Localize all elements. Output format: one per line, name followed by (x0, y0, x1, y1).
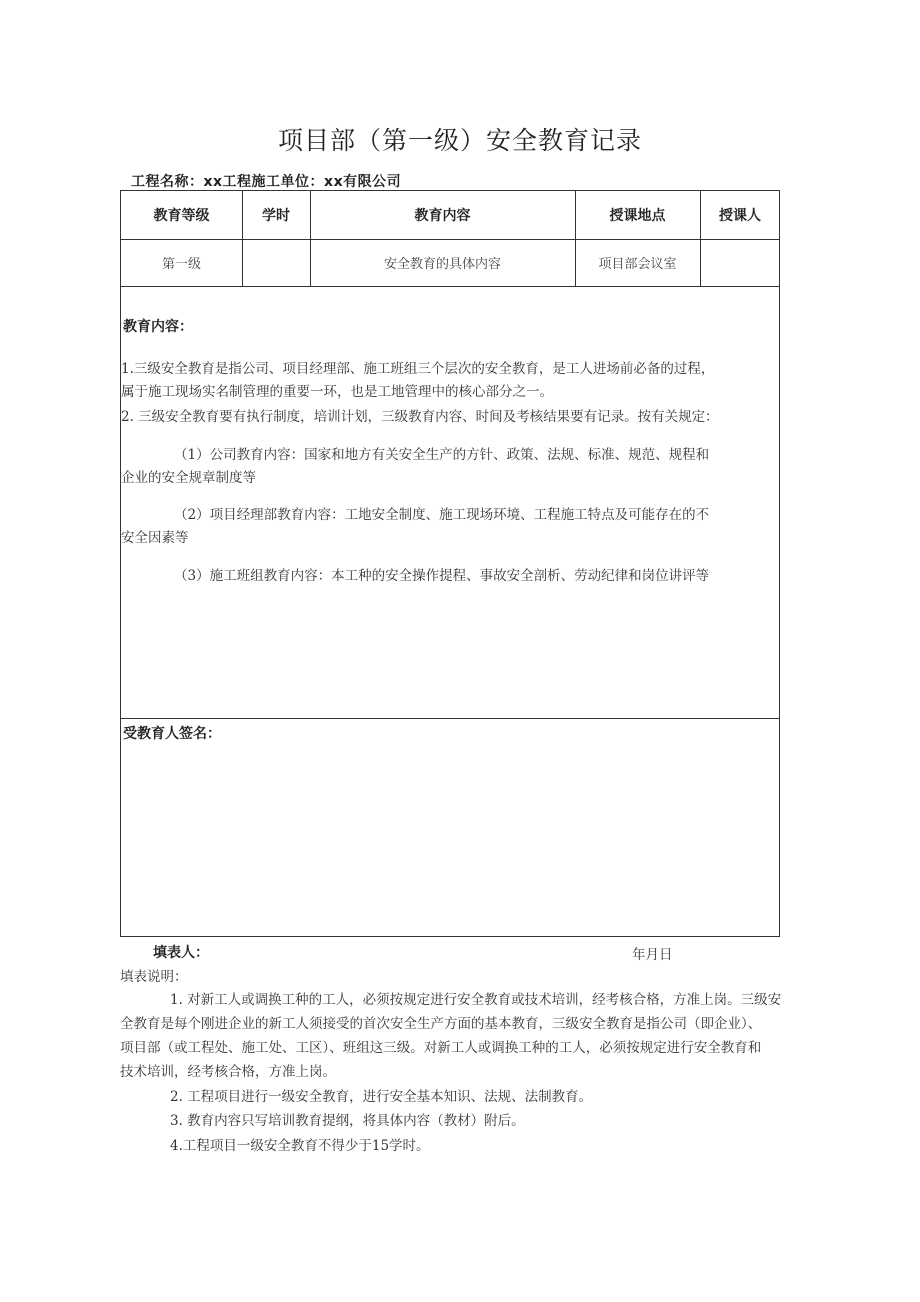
data-row-divider (121, 286, 779, 287)
content-paragraph-2: 2. 三级安全教育要有执行制度，培训计划，三级教育内容、时间及考核结果要有记录。按有关规定： (121, 409, 719, 425)
header-education-level: 教育等级 (153, 208, 210, 224)
content-section-divider (121, 718, 779, 719)
cell-instructor (700, 239, 780, 286)
cell-content: 安全教育的具体内容 (383, 257, 501, 272)
note-1-line-2: 全教育是每个刚进企业的新工人须接受的首次安全生产方面的基本教育，三级安全教育是指公司（即企业）、 (120, 1016, 762, 1032)
header-content: 教育内容 (414, 208, 471, 224)
filler-label: 填表人： (153, 945, 209, 961)
content-item-3: （3）施工班组教育内容：本工种的安全操作提程、事故安全剖析、劳动纪律和岗位讲评等 (174, 568, 710, 584)
cell-location: 项目部会议室 (598, 257, 677, 272)
notes-title: 填表说明： (120, 969, 188, 985)
content-paragraph-1-line-1: 1.三级安全教育是指公司、项目经理部、施工班组三个层次的安全教育，是工人进场前必备的过程， (121, 361, 715, 377)
header-instructor: 授课人 (719, 208, 761, 224)
education-record-form (120, 190, 780, 937)
project-info-line: 工程名称：xx工程施工单位：xx有限公司 (131, 174, 402, 190)
content-item-1-line-1: （1）公司教育内容：国家和地方有关安全生产的方针、政策、法规、标准、规范、规程和 (174, 447, 710, 463)
content-item-2-line-1: （2）项目经理部教育内容：工地安全制度、施工现场环境、工程施工特点及可能存在的不 (174, 507, 710, 523)
note-1-line-3: 项目部（或工程处、施工处、工区）、班组这三级。对新工人或调换工种的工人，必须按规定进行安全教育和 (120, 1040, 762, 1056)
note-1-line-4: 技术培训，经考核合格，方准上岗。 (120, 1064, 336, 1080)
content-label: 教育内容： (123, 319, 193, 335)
content-item-1-line-2: 企业的安全规章制度等 (121, 470, 256, 486)
header-location: 授课地点 (609, 208, 666, 224)
content-paragraph-1-line-2: 属于施工现场实名制管理的重要一环，也是工地管理中的核心部分之一。 (121, 384, 553, 400)
header-hours: 学时 (262, 208, 290, 224)
note-2: 2. 工程项目进行一级安全教育，进行安全基本知识、法规、法制教育。 (170, 1089, 593, 1105)
cell-hours (242, 239, 310, 286)
cell-education-level: 第一级 (161, 257, 201, 272)
signature-label: 受教育人签名： (123, 726, 221, 742)
signature-area[interactable] (121, 746, 779, 931)
note-3: 3. 教育内容只写培训教育提纲，将具体内容（教材）附后。 (170, 1113, 525, 1129)
date-label: 年月日 (632, 947, 673, 963)
note-1-line-1: 1. 对新工人或调换工种的工人，必须按规定进行安全教育或技术培训，经考核合格，方准上岗。三级安 (170, 992, 782, 1008)
content-item-2-line-2: 安全因素等 (121, 530, 189, 546)
page-title: 项目部（第一级）安全教育记录 (277, 126, 642, 155)
note-4: 4.工程项目一级安全教育不得少于15学时。 (170, 1138, 430, 1154)
